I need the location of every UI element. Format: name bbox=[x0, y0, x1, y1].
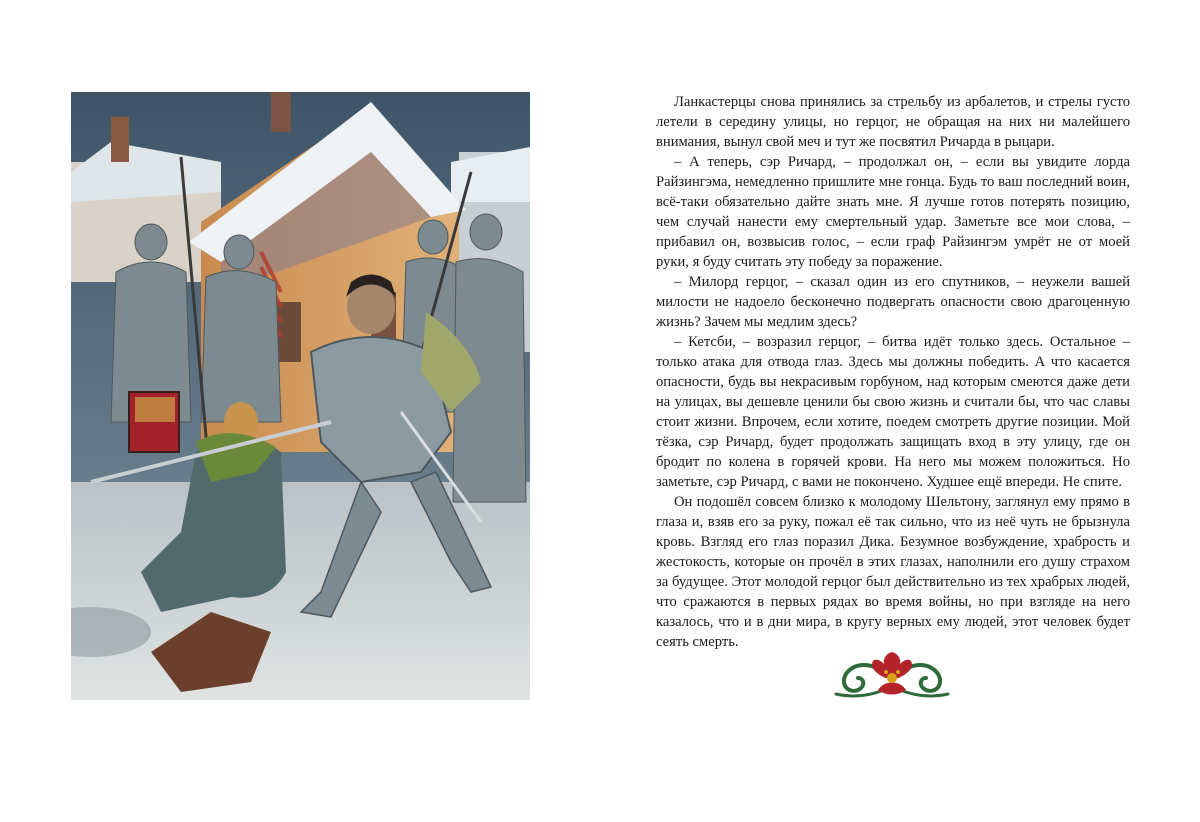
knighting-scene-painting bbox=[71, 92, 530, 700]
paragraph: – Милорд герцог, – сказал один из его спутников, – неужели вашей милости не надоело бесконечно подвергать опасности свою драгоценную жизнь? Зачем мы медлим здесь? bbox=[656, 274, 1130, 330]
floral-ornament bbox=[834, 650, 950, 700]
paragraph: – А теперь, сэр Ричард, – продолжал он, – если вы увидите лорда Райзингэма, немедленно пришлите мне гонца. Будь то ваш последний воин, всё-таки обязательно дайте знать мне. Я лучше готов потерять позицию, чем случай нанести ему смертельный удар. Заметьте все мои слова, – прибавил он, возвысив голос, – если граф Райзингэм умрёт не от моей руки, я буду считать эту победу за поражение. bbox=[656, 154, 1130, 270]
paragraph: Он подошёл совсем близко к молодому Шельтону, заглянул ему прямо в глаза и, взяв его за руку, пожал её так сильно, что из неё чуть не брызнула кровь. Взгляд его глаз поразил Дика. Безумное возбуждение, храбрость и жестокость, которые он прочёл в этих глазах, наполнили его душу страхом за будущее. Этот молодой герцог был действительно из тех храбрых людей, что сражаются в первых рядах во время войны, но при взгляде на него казалось, что и в дни мира, в кругу верных ему людей, этот человек будет сеять смерть. bbox=[656, 494, 1130, 650]
text-column bbox=[656, 92, 1130, 652]
illustration bbox=[71, 92, 530, 700]
paragraph: – Кетсби, – возразил герцог, – битва идёт только здесь. Остальное – только атака для отвода глаз. Здесь мы должны победить. А что касается опасности, будь вы некрасивым горбуном, над которым смеются даже дети на улицах, вы дешевле ценили бы свою жизнь и считали бы, что час славы стоит жизни. Впрочем, если хотите, поедем смотреть другие позиции. Мой тёзка, сэр Ричард, будет продолжать защищать вход в эту улицу, где он бродит по колена в горячей крови. На него мы можем положиться. Но заметьте, сэр Ричард, с вами не покончено. Худшее ещё впереди. Не спите. bbox=[656, 334, 1130, 490]
paragraph: Ланкастерцы снова принялись за стрельбу из арбалетов, и стрелы густо летели в середину улицы, но герцог, не обращая на них ни малейшего внимания, вынул свой меч и тут же посвятил Ричарда в рыцари. bbox=[656, 94, 1130, 150]
